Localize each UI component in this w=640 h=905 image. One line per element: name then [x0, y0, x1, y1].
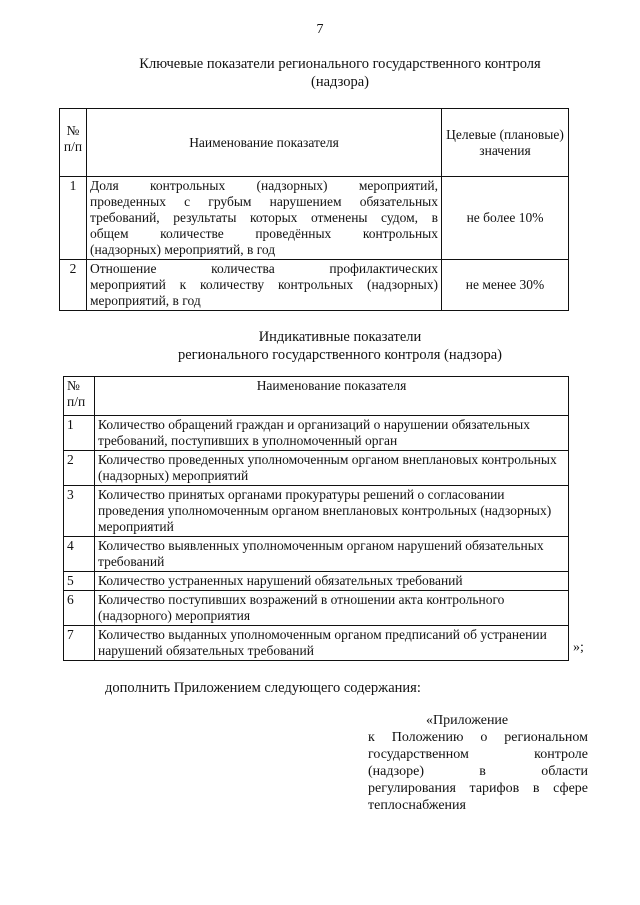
row-name: Количество выявленных уполномоченным органом нарушений обязательных требований	[95, 537, 569, 572]
table-header-row	[64, 377, 569, 416]
row-value: не более 10%	[442, 177, 569, 260]
row-num: 5	[64, 572, 95, 591]
key-title-line2: (надзора)	[311, 74, 369, 90]
appendix-line: к Положению о региональном	[368, 730, 588, 745]
header-value: Целевые (плановые) значения	[442, 109, 569, 177]
row-name-line: мероприятий, в год	[90, 293, 201, 308]
row-name-line: Доля контрольных (надзорных) мероприятий,	[90, 178, 438, 193]
row-name: Количество обращений граждан и организаций о нарушении обязательных требований, поступивших в уполномоченный орган	[95, 416, 569, 451]
page-number: 7	[316, 22, 324, 37]
row-num: 7	[64, 626, 95, 661]
appendix-line: регулирования тарифов в сфере	[368, 781, 588, 796]
appendix-heading	[368, 712, 588, 814]
row-value: не менее 30%	[442, 260, 569, 311]
key-indicators-title	[60, 55, 620, 91]
row-num: 2	[64, 451, 95, 486]
row-name: Количество проведенных уполномоченным органом внеплановых контрольных (надзорных) мероприятий	[95, 451, 569, 486]
appendix-line: «Приложение	[426, 713, 509, 728]
row-num: 3	[64, 486, 95, 537]
indicative-indicators-table	[63, 376, 569, 661]
appendix-line: государственном контроле	[368, 747, 588, 762]
row-name-line: требований, результаты которых отменены судом, в	[90, 210, 438, 225]
table-row	[60, 260, 569, 311]
row-name-line: общем количестве проведённых контрольных	[90, 226, 438, 241]
row-num: 1	[64, 416, 95, 451]
appendix-line: (надзоре) в области	[368, 764, 588, 779]
row-num: 4	[64, 537, 95, 572]
header-num: № п/п	[64, 377, 95, 416]
row-name	[87, 260, 442, 311]
row-name: Количество принятых органами прокуратуры решений о согласовании проведения уполномоченным органом внеплановых контрольных (надзорных) мероприятий	[95, 486, 569, 537]
row-name-line: Отношение количества профилактических	[90, 261, 438, 276]
row-name: Количество выданных уполномоченным органом предписаний об устранении нарушений обязательных требований	[95, 626, 569, 661]
closing-quote-mark: »;	[573, 640, 584, 655]
row-name: Количество поступивших возражений в отношении акта контрольного (надзорного) мероприятия	[95, 591, 569, 626]
row-name: Количество устраненных нарушений обязательных требований	[95, 572, 569, 591]
row-name	[87, 177, 442, 260]
row-num: 2	[60, 260, 87, 311]
header-name: Наименование показателя	[87, 109, 442, 177]
indicative-indicators-title	[60, 328, 620, 364]
row-name-line: проведенных с грубым нарушением обязательных	[90, 194, 438, 209]
key-title-line1: Ключевые показатели регионального государственного контроля	[139, 56, 541, 72]
indicative-title-line1: Индикативные показатели	[258, 329, 422, 345]
appendix-line: теплоснабжения	[368, 798, 466, 813]
table-row	[64, 486, 569, 537]
table-row	[64, 537, 569, 572]
row-name-line: (надзорных) мероприятий, в год	[90, 242, 276, 257]
header-name: Наименование показателя	[95, 377, 569, 416]
table-row	[64, 451, 569, 486]
table-header-row	[60, 109, 569, 177]
table-row	[64, 591, 569, 626]
indicative-title-line2: регионального государственного контроля (надзора)	[178, 347, 502, 363]
supplement-text: дополнить Приложением следующего содержания:	[105, 680, 421, 696]
row-num: 1	[60, 177, 87, 260]
row-num: 6	[64, 591, 95, 626]
table-row	[60, 177, 569, 260]
table-row	[64, 572, 569, 591]
table-row	[64, 626, 569, 661]
row-name-line: мероприятий к количеству контрольных (надзорных)	[90, 277, 438, 292]
header-num: № п/п	[60, 109, 87, 177]
table-row	[64, 416, 569, 451]
key-indicators-table	[59, 108, 569, 311]
